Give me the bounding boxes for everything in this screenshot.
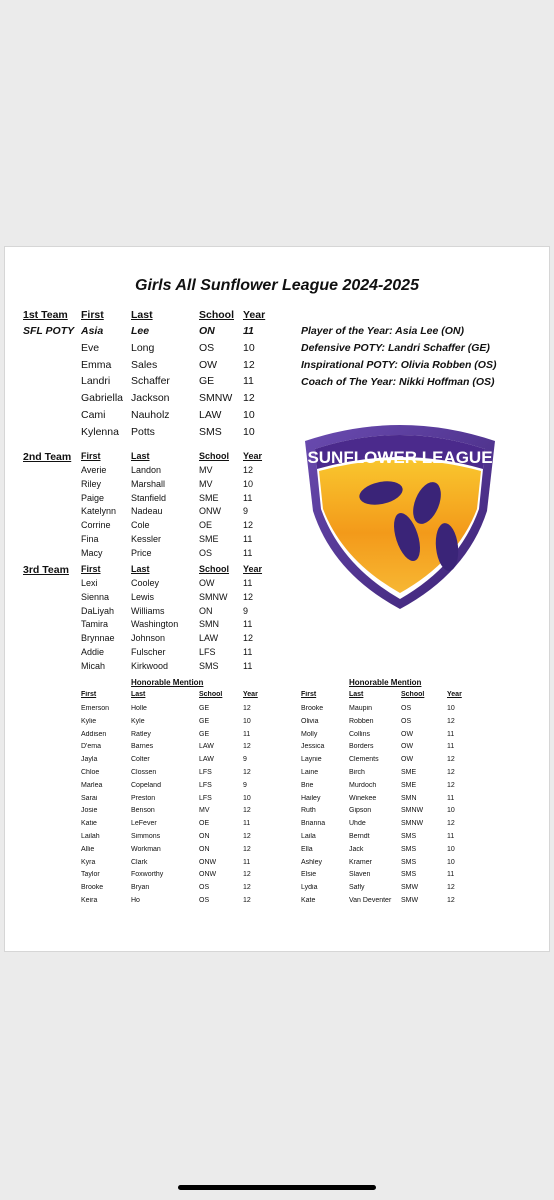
hm-year: 12	[243, 833, 251, 840]
player-first-name: Paige	[81, 492, 105, 503]
player-school: SMNW	[199, 392, 233, 405]
home-indicator[interactable]	[178, 1185, 376, 1190]
hm-year: 11	[243, 858, 251, 866]
player-school: LAW	[199, 633, 219, 644]
hm-school: LFS	[199, 769, 212, 776]
hm-year: 10	[447, 858, 455, 866]
first-team-header-first: First	[81, 309, 104, 321]
hm-year: 12	[243, 871, 251, 879]
hm-right-header-last: Last	[349, 691, 364, 698]
hm-first-name: Olivia	[301, 717, 319, 725]
hm-school: OS	[199, 884, 210, 892]
hm-last-name: Holle	[131, 705, 147, 712]
player-school: MV	[199, 465, 213, 475]
hm-last-name: Foxworthy	[131, 871, 164, 879]
hm-year: 10	[447, 845, 455, 853]
hm-last-name: Winekee	[349, 794, 377, 802]
player-first-name: Katelynn	[81, 506, 117, 517]
hm-last-name: Clements	[349, 756, 379, 764]
player-first-name: Fina	[81, 534, 99, 544]
player-first-name: Averie	[81, 465, 107, 475]
hm-school: ON	[199, 845, 210, 853]
hm-last-name: Workman	[131, 845, 161, 853]
player-last-name: Kessler	[131, 534, 162, 544]
player-first-name: Macy	[81, 547, 103, 558]
hm-year: 12	[243, 884, 251, 892]
hm-first-name: Addisen	[81, 730, 107, 738]
hm-year: 12	[447, 717, 455, 725]
hm-school: OW	[401, 743, 414, 751]
hm-year: 12	[447, 781, 455, 789]
player-last-name: Jackson	[131, 392, 170, 405]
hm-school: SME	[401, 769, 417, 776]
player-school: OS	[199, 341, 215, 354]
player-year: 11	[243, 534, 253, 544]
player-first-name: Lexi	[81, 578, 98, 588]
award-line: Inspirational POTY: Olivia Robben (OS)	[301, 359, 497, 371]
player-year: 10	[243, 478, 254, 489]
player-year: 10	[243, 425, 255, 438]
player-first-name: Sienna	[81, 591, 110, 602]
player-year: 10	[243, 341, 255, 354]
second-team-header-year: Year	[243, 451, 263, 461]
hm-first-name: Taylor	[81, 871, 100, 879]
hm-first-name: Ashley	[301, 858, 323, 866]
hm-first-name: Brooke	[301, 705, 324, 712]
player-school: SMN	[199, 619, 219, 630]
hm-last-name: Murdoch	[349, 781, 377, 789]
hm-year: 11	[447, 871, 455, 879]
hm-school: GE	[199, 705, 210, 712]
hm-year: 12	[447, 769, 455, 776]
player-school: OW	[199, 578, 215, 588]
player-year: 11	[243, 660, 253, 671]
hm-first-name: Chloe	[81, 769, 100, 776]
third-team-header-year: Year	[243, 564, 263, 574]
player-first-name: Brynnae	[81, 633, 115, 644]
hm-last-name: Simmons	[131, 833, 161, 840]
player-first-name: Corrine	[81, 520, 111, 531]
player-last-name: Kirkwood	[131, 660, 169, 671]
hm-last-name: Colter	[131, 756, 150, 764]
hm-first-name: Laynie	[301, 756, 322, 764]
player-first-name: Riley	[81, 478, 102, 489]
hm-first-name: Ella	[301, 845, 313, 853]
hm-left-title: Honorable Mention	[131, 678, 204, 687]
third-team-header-first: First	[81, 564, 101, 574]
hm-first-name: Sarai	[81, 794, 98, 802]
hm-school: OS	[401, 717, 412, 725]
hm-last-name: Copeland	[131, 781, 161, 789]
player-year: 12	[243, 392, 255, 405]
hm-last-name: Benson	[131, 807, 155, 815]
third-team-label: 3rd Team	[23, 564, 69, 576]
hm-year: 10	[447, 807, 455, 815]
hm-left-header-year: Year	[243, 691, 258, 698]
hm-left-header-last: Last	[131, 691, 146, 698]
hm-right-header-year: Year	[447, 691, 462, 698]
hm-last-name: Robben	[349, 717, 374, 725]
hm-year: 12	[243, 845, 251, 853]
hm-year: 12	[447, 756, 455, 764]
hm-school: GE	[199, 730, 210, 738]
hm-last-name: LeFever	[131, 820, 157, 828]
player-last-name: Cooley	[131, 578, 160, 588]
player-last-name: Price	[131, 547, 152, 558]
player-year: 11	[243, 619, 253, 630]
third-team-header-last: Last	[131, 564, 150, 574]
player-year: 12	[243, 358, 255, 371]
player-last-name: Williams	[131, 605, 165, 616]
hm-year: 11	[243, 820, 251, 828]
hm-last-name: Kramer	[349, 858, 372, 866]
first-team-label: 1st Team	[23, 309, 68, 321]
first-team-header-school: School	[199, 309, 235, 321]
second-team-header-first: First	[81, 451, 101, 461]
hm-year: 12	[447, 897, 455, 904]
award-line: Defensive POTY: Landri Schaffer (GE)	[301, 342, 490, 354]
player-first-name: Emma	[81, 358, 112, 371]
player-year: 9	[243, 605, 249, 616]
hm-last-name: Clossen	[131, 769, 157, 776]
hm-year: 11	[243, 730, 251, 738]
hm-last-name: Ratley	[131, 730, 151, 738]
hm-right-title: Honorable Mention	[349, 678, 422, 687]
hm-last-name: Borders	[349, 743, 374, 751]
player-year: 9	[243, 506, 249, 517]
hm-last-name: Clark	[131, 858, 148, 866]
hm-year: 12	[447, 820, 455, 828]
hm-first-name: Laine	[301, 769, 319, 776]
hm-last-name: Jack	[349, 845, 364, 853]
player-first-name: Asia	[81, 325, 104, 337]
player-last-name: Marshall	[131, 478, 166, 489]
player-school: GE	[199, 375, 215, 388]
hm-school: SMW	[401, 884, 419, 892]
hm-first-name: Lailah	[81, 833, 100, 840]
hm-school: SMS	[401, 845, 417, 853]
hm-first-name: Kate	[301, 897, 316, 904]
player-year: 11	[243, 375, 254, 388]
hm-first-name: Emerson	[81, 705, 110, 712]
player-last-name: Sales	[131, 358, 158, 371]
player-school: LFS	[199, 647, 216, 657]
second-team-header-last: Last	[131, 451, 150, 461]
hm-last-name: Birch	[349, 769, 365, 776]
hm-school: SMS	[401, 833, 417, 840]
player-year: 11	[243, 547, 253, 558]
player-last-name: Washington	[131, 619, 179, 630]
hm-first-name: Molly	[301, 730, 318, 738]
hm-year: 12	[243, 807, 251, 815]
hm-year: 12	[447, 884, 455, 892]
hm-school: OW	[401, 756, 414, 764]
hm-school: MV	[199, 807, 210, 815]
hm-school: SMS	[401, 871, 417, 879]
hm-first-name: Elsie	[301, 871, 317, 879]
player-school: SME	[199, 492, 219, 503]
player-year: 11	[243, 578, 253, 588]
hm-first-name: Marlea	[81, 781, 103, 789]
player-school: ON	[199, 325, 215, 337]
player-year: 12	[243, 520, 254, 531]
hm-year: 11	[447, 794, 455, 802]
hm-last-name: Maupin	[349, 705, 372, 712]
hm-school: SMNW	[401, 820, 424, 828]
hm-last-name: Van Deventer	[349, 897, 392, 904]
third-team-header-school: School	[199, 564, 230, 574]
player-first-name: Eve	[81, 341, 100, 354]
player-first-name: Gabriella	[81, 392, 124, 405]
hm-last-name: Uhde	[349, 820, 366, 828]
hm-year: 10	[243, 717, 251, 725]
player-school: ON	[199, 605, 213, 616]
hm-school: ONW	[199, 858, 217, 866]
hm-last-name: Ho	[131, 897, 140, 904]
player-last-name: Potts	[131, 425, 155, 438]
player-first-name: Addie	[81, 647, 105, 657]
hm-first-name: Jayla	[81, 756, 98, 764]
hm-school: OW	[401, 730, 414, 738]
player-year: 10	[243, 409, 255, 421]
player-school: OE	[199, 520, 213, 531]
hm-first-name: Laila	[301, 833, 316, 840]
player-school: LAW	[199, 409, 222, 421]
hm-last-name: Gipson	[349, 807, 372, 815]
player-year: 11	[243, 325, 254, 337]
hm-right-header-first: First	[301, 691, 317, 698]
hm-year: 9	[243, 781, 247, 789]
hm-last-name: Slaven	[349, 871, 371, 879]
player-year: 11	[243, 492, 253, 503]
hm-year: 10	[243, 794, 251, 802]
player-last-name: Landon	[131, 465, 162, 475]
player-school: SMS	[199, 660, 219, 671]
hm-first-name: Hailey	[301, 794, 321, 802]
player-last-name: Lewis	[131, 591, 155, 602]
hm-school: SMN	[401, 794, 417, 802]
player-last-name: Johnson	[131, 633, 166, 644]
player-school: SMS	[199, 425, 222, 438]
hm-left-header-school: School	[199, 691, 223, 698]
hm-first-name: Jessica	[301, 743, 325, 751]
second-team-header-school: School	[199, 451, 230, 461]
player-school: SME	[199, 534, 219, 544]
hm-first-name: Allie	[81, 845, 95, 853]
player-year: 12	[243, 633, 254, 644]
hm-first-name: Kylie	[81, 717, 97, 725]
hm-first-name: Brooke	[81, 884, 104, 892]
player-first-name: Tamira	[81, 619, 109, 630]
hm-school: OS	[199, 897, 210, 904]
player-school: OS	[199, 547, 213, 558]
hm-first-name: Brie	[301, 781, 314, 789]
first-team-header-last: Last	[131, 309, 153, 321]
hm-school: SMW	[401, 897, 419, 904]
hm-year: 11	[447, 730, 455, 738]
player-first-name: Cami	[81, 409, 106, 421]
hm-last-name: Safly	[349, 884, 365, 892]
player-last-name: Cole	[131, 520, 150, 531]
hm-year: 11	[447, 743, 455, 751]
player-school: MV	[199, 478, 213, 489]
player-first-name: Micah	[81, 660, 106, 671]
hm-school: SMNW	[401, 807, 424, 815]
player-last-name: Stanfield	[131, 492, 167, 503]
hm-school: LFS	[199, 794, 212, 802]
hm-year: 12	[243, 897, 251, 904]
hm-first-name: Katie	[81, 820, 97, 828]
hm-first-name: Keira	[81, 897, 98, 904]
document-page	[4, 246, 550, 952]
award-line: Player of the Year: Asia Lee (ON)	[301, 325, 465, 337]
first_team-tag: SFL POTY	[23, 325, 75, 337]
player-first-name: DaLiyah	[81, 605, 115, 616]
hm-last-name: Preston	[131, 794, 156, 802]
hm-year: 12	[243, 743, 251, 751]
hm-school: OE	[199, 820, 210, 828]
hm-first-name: Josie	[81, 807, 98, 815]
player-last-name: Lee	[131, 325, 150, 337]
hm-right-header-school: School	[401, 691, 425, 698]
hm-school: SME	[401, 781, 417, 789]
hm-school: ONW	[199, 871, 217, 879]
hm-school: LAW	[199, 756, 214, 764]
hm-year: 11	[447, 833, 455, 840]
hm-school: SMS	[401, 858, 417, 866]
hm-year: 10	[447, 705, 455, 712]
hm-last-name: Kyle	[131, 717, 145, 725]
player-school: OW	[199, 358, 218, 371]
player-school: SMNW	[199, 591, 228, 602]
player-year: 11	[243, 647, 253, 657]
hm-year: 12	[243, 705, 251, 712]
hm-school: LAW	[199, 743, 214, 751]
page-title: Girls All Sunflower League 2024-2025	[135, 277, 419, 294]
hm-last-name: Bryan	[131, 884, 150, 892]
player-last-name: Nadeau	[131, 506, 163, 517]
logo-text: SUNFLOWER LEAGUE	[307, 448, 493, 467]
player-last-name: Fulscher	[131, 647, 166, 657]
sunflower-league-logo	[297, 415, 503, 611]
hm-first-name: D'ema	[81, 743, 102, 751]
player-last-name: Long	[131, 341, 155, 354]
second-team-label: 2nd Team	[23, 451, 72, 463]
player-last-name: Nauholz	[131, 409, 170, 421]
hm-year: 9	[243, 756, 247, 764]
hm-first-name: Kyra	[81, 858, 96, 866]
player-year: 12	[243, 591, 254, 602]
player-first-name: Landri	[81, 375, 111, 388]
hm-first-name: Brianna	[301, 820, 326, 828]
first-team-header-year: Year	[243, 309, 266, 321]
player-school: ONW	[199, 506, 221, 517]
hm-school: OS	[401, 705, 412, 712]
hm-first-name: Lydia	[301, 884, 318, 892]
hm-last-name: Barnes	[131, 743, 154, 751]
player-first-name: Kylenna	[81, 425, 119, 438]
hm-year: 12	[243, 769, 251, 776]
hm-school: ON	[199, 833, 210, 840]
hm-last-name: Berndt	[349, 833, 370, 840]
hm-school: LFS	[199, 781, 212, 789]
hm-left-header-first: First	[81, 691, 97, 698]
player-year: 12	[243, 465, 254, 475]
hm-last-name: Collins	[349, 730, 371, 738]
award-line: Coach of The Year: Nikki Hoffman (OS)	[301, 376, 495, 388]
player-last-name: Schaffer	[131, 375, 170, 388]
hm-first-name: Ruth	[301, 807, 316, 815]
hm-school: GE	[199, 717, 210, 725]
